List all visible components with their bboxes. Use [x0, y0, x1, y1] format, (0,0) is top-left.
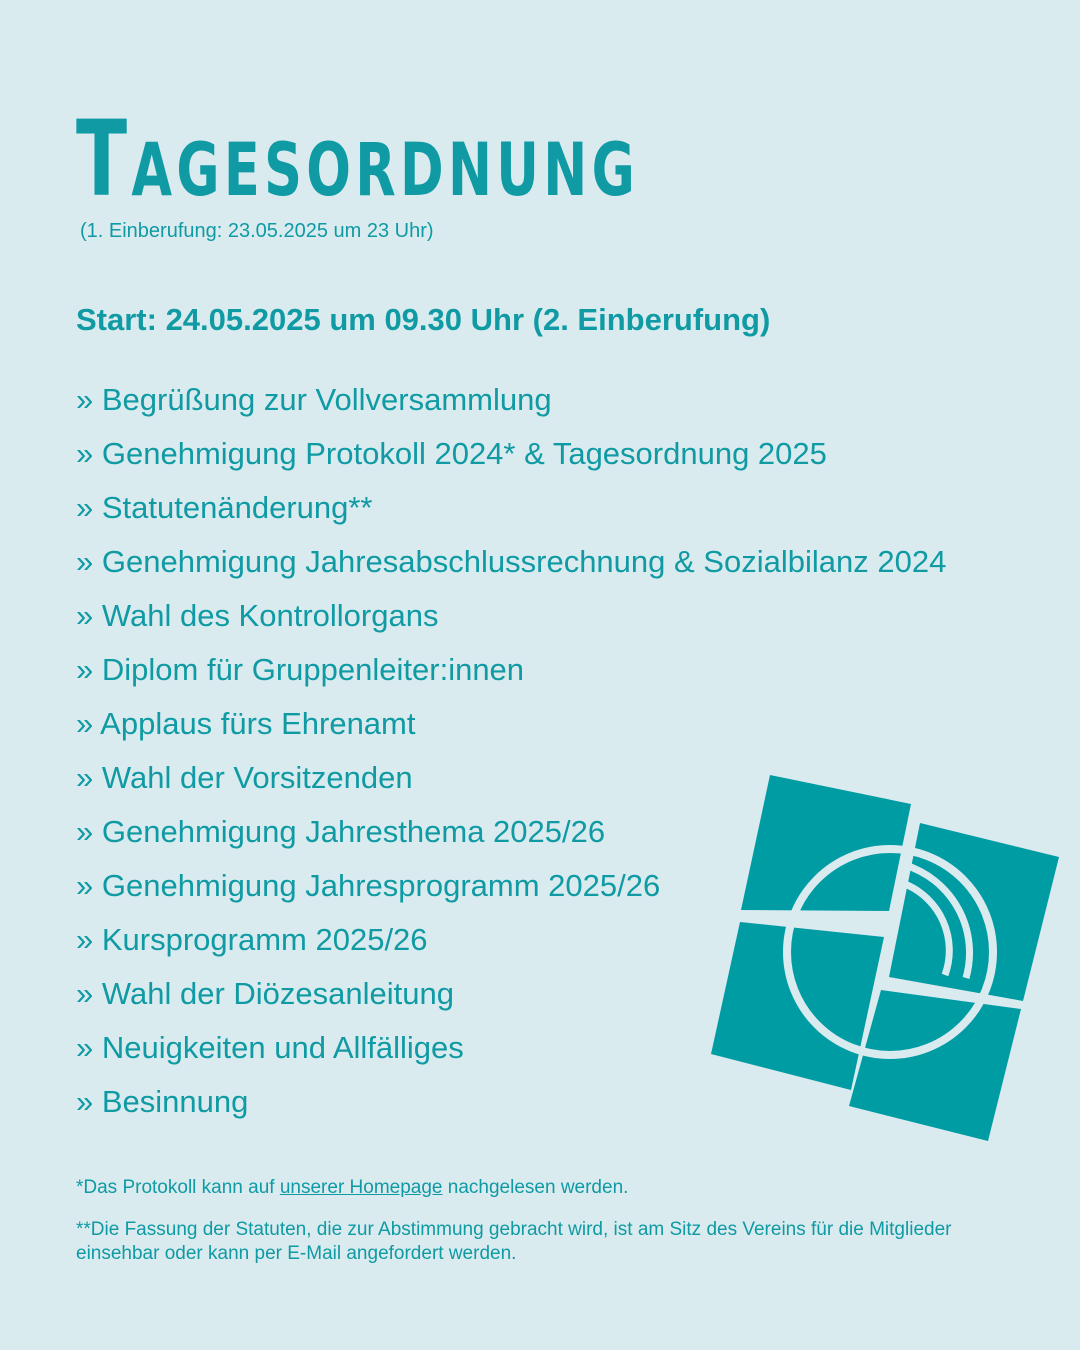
agenda-item-label: Wahl der Vorsitzenden: [101, 760, 413, 795]
bullet-marker: »: [76, 868, 94, 903]
agenda-item-label: Kursprogramm 2025/26: [101, 922, 428, 957]
homepage-link[interactable]: unserer Homepage: [279, 1177, 443, 1198]
bullet-marker: »: [76, 922, 94, 957]
bullet-marker: »: [76, 382, 94, 417]
agenda-item-label: Wahl des Kontrollorgans: [101, 598, 439, 633]
agenda-item: [76, 378, 946, 432]
bullet-marker: »: [76, 652, 94, 687]
first-convocation-note: (1. Einberufung: 23.05.2025 um 23 Uhr): [80, 220, 434, 242]
bullet-marker: »: [76, 1084, 94, 1119]
agenda-item-label: Genehmigung Protokoll 2024* & Tagesordnung 2025: [101, 436, 827, 471]
footnote-protocol-text: *Das Protokoll kann auf: [76, 1177, 280, 1198]
bullet-marker: »: [76, 760, 94, 795]
logo-tile-bottom-left: [711, 922, 884, 1090]
organization-logo-icon: [700, 765, 1070, 1150]
bullet-marker: »: [76, 706, 94, 741]
bullet-marker: »: [76, 598, 94, 633]
bullet-marker: »: [76, 814, 94, 849]
page-title: Tagesordnung: [76, 98, 640, 220]
agenda-item-label: Genehmigung Jahresthema 2025/26: [101, 814, 606, 849]
agenda-item-label: Begrüßung zur Vollversammlung: [101, 382, 552, 417]
agenda-item-label: Genehmigung Jahresabschlussrechnung & Sozialbilanz 2024: [101, 544, 947, 579]
agenda-item-label: Neuigkeiten und Allfälliges: [101, 1030, 464, 1065]
logo-tiles: [711, 775, 1059, 1141]
footnote-protocol-text-end: nachgelesen werden.: [442, 1177, 629, 1198]
agenda-item: [76, 486, 946, 540]
bullet-marker: »: [76, 1030, 94, 1065]
logo-tile-bottom-right: [849, 990, 1021, 1141]
agenda-item: [76, 432, 946, 486]
agenda-item: [76, 540, 946, 594]
footnote-statutes: **Die Fassung der Statuten, die zur Abstimmung gebracht wird, ist am Sitz des Vereins für die Mitglieder einsehbar oder kann per E-Mail angefordert werden.: [76, 1219, 952, 1264]
bullet-marker: »: [76, 436, 94, 471]
logo-tile-top-left: [741, 775, 911, 911]
agenda-item-label: Besinnung: [101, 1084, 249, 1119]
bullet-marker: »: [76, 490, 94, 525]
agenda-item-label: Genehmigung Jahresprogramm 2025/26: [101, 868, 661, 903]
agenda-item-label: Statutenänderung**: [101, 490, 373, 525]
footnote-protocol: [76, 1176, 996, 1200]
agenda-item-label: Applaus fürs Ehrenamt: [100, 706, 416, 741]
footnotes: [76, 1176, 996, 1284]
bullet-marker: »: [76, 544, 94, 579]
bullet-marker: »: [76, 976, 94, 1011]
agenda-item-label: Diplom für Gruppenleiter:innen: [101, 652, 525, 687]
start-time-heading: Start: 24.05.2025 um 09.30 Uhr (2. Einberufung): [76, 302, 771, 337]
agenda-item: [76, 648, 946, 702]
agenda-item: [76, 594, 946, 648]
agenda-item-label: Wahl der Diözesanleitung: [101, 976, 454, 1011]
agenda-item: [76, 702, 946, 756]
